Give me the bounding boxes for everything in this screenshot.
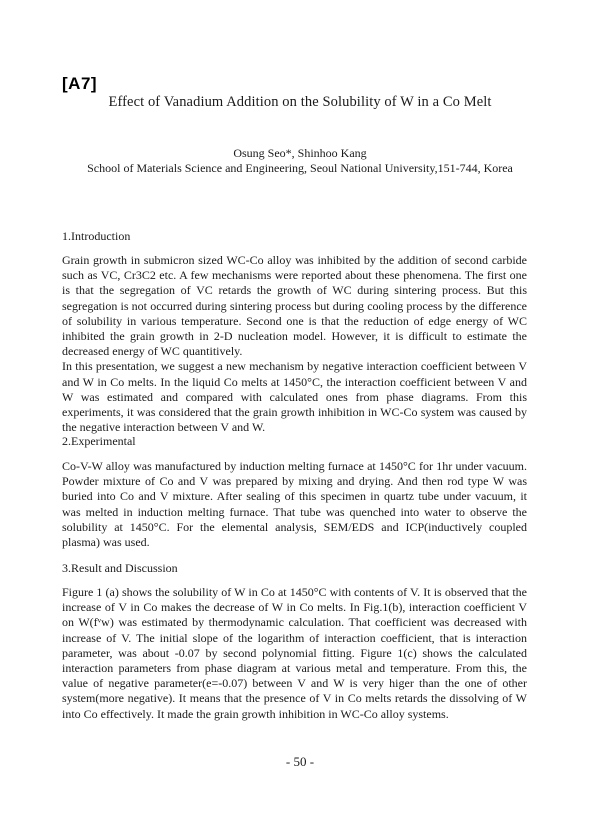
page-number: - 50 - xyxy=(285,754,315,769)
paragraph: Figure 1 (a) shows the solubility of W in Co at 1450°C with contents of V. It is observed that the increase of V in Co makes the decrease of W in Co melts. In Fig.1(b), interaction coefficient V on W(fᵛw) was estimated by thermodynamic calculation. That coefficient was decreased with increase of V. The initial slope of the logarithm of interaction coefficient, that is interaction parameter, was about -0.07 by second polynomial fitting. Figure 1(c) shows the calculated interaction parameters from phase diagram at various metal and temperature. From this, the value of negative parameter(e=-0.07) between V and W is very higer than the one of other system(more negative). It means that the presence of V in Co melts retards the dissolving of W into Co effectively. It made the grain growth inhibition in WC-Co alloy systems. xyxy=(62,585,527,721)
paper-title: Effect of Vanadium Addition on the Solubility of W in a Co Melt xyxy=(108,94,492,110)
section-heading-experimental: 2.Experimental xyxy=(62,434,136,448)
authors: Osung Seo*, Shinhoo Kang xyxy=(233,146,367,160)
paragraph: Co-V-W alloy was manufactured by induction melting furnace at 1450°C for 1hr under vacuum. Powder mixture of Co and V was prepared by mixing and drying. And then rod type W was buried into Co and V mixture. After sealing of this specimen in quartz tube under vacuum, it was melted in induction melting furnace. That tube was quenched into water to observe the solubility at 1450°C. For the elemental analysis, SEM/EDS and ICP(inductively coupled plasma) was used. xyxy=(62,459,527,550)
section-body-experimental xyxy=(62,459,527,550)
paragraph: In this presentation, we suggest a new mechanism by negative interaction coefficient between V and W in Co melts. In the liquid Co melts at 1450°C, the interaction coefficient between V and W was estimated and compared with calculated ones from phase diagrams. From this experiments, it was considered that the grain growth inhibition in WC-Co system was caused by the negative interaction between V and W. xyxy=(62,359,527,435)
abstract-tag: [A7] xyxy=(62,74,98,93)
section-body-results xyxy=(62,585,527,722)
affiliation: School of Materials Science and Engineering, Seoul National University,151-744, Korea xyxy=(87,161,513,175)
section-heading-results: 3.Result and Discussion xyxy=(62,561,178,575)
paragraph: Grain growth in submicron sized WC-Co alloy was inhibited by the addition of second carbide such as VC, Cr3C2 etc. A few mechanisms were reported about these phenomena. The first one is that the segregation of VC retards the growth of WC during sintering process. But this segregation is not occurred during sintering process but during cooling process by the difference of solubility in various temperature. Second one is that the reduction of edge energy of WC inhibited the grain growth in 2-D nucleation model. However, it is difficult to estimate the decreased energy of WC quantitively. xyxy=(62,253,527,359)
section-heading-introduction: 1.Introduction xyxy=(62,229,131,243)
section-body-introduction xyxy=(62,253,527,435)
